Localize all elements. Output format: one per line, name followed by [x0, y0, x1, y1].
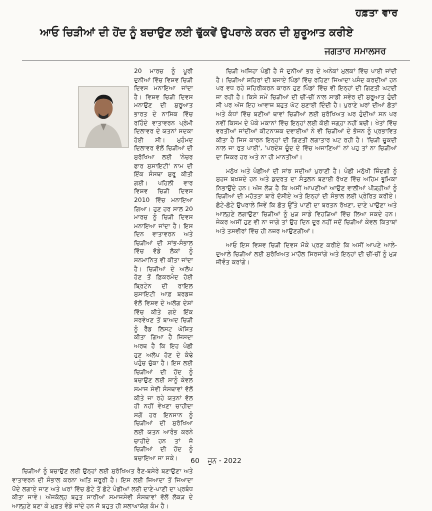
article-author: ਜਗਤਾਰ ਸਮਾਲਸਰ — [324, 47, 386, 57]
article-headline: ਆਓ ਚਿੜੀਆਂ ਦੀ ਹੋਂਦ ਨੂੰ ਬਚਾਉਣ ਲਈ ਢੁੱਕਵੇਂ ਉਪਰਾਲੇ ਕਰਨ ਦੀ ਸ਼ੁਰੂਆਤ ਕਰੀਏ — [40, 27, 354, 39]
page-footer — [0, 457, 432, 466]
article-column-left — [12, 68, 193, 510]
header-rule — [22, 60, 410, 61]
article-closing: ਆਓ ਇਸ ਵਿਸ਼ਵ ਚਿੜੀ ਦਿਵਸ ਮੌਕੇ ਪ੍ਰਣ ਕਰੀਏ ਕਿ ਅਸੀਂ ਆਪਣੇ ਆਲੇ-ਦੁਆਲੇ ਚਿੜੀਆਂ ਲਈ ਸੁਰੱਖਿਅਤ ਮਾਹੌਲ ਸਿਰਜਾਂਗੇ ਅਤੇ ਇਨ੍ਹਾਂ ਦੀ ਚੀਂ-ਚੀਂ ਨੂੰ ਮੁੜ ਜੀਵੰਤ ਕਰਾਂਗੇ। — [216, 242, 397, 267]
article-column-right — [216, 68, 397, 448]
issue-date: ਜੂਨ - 2022 — [207, 457, 242, 465]
article-paragraph-2: ਚਿੜੀਆਂ ਨੂੰ ਬਚਾਉਣ ਲਈ ਉਨ੍ਹਾਂ ਲਈ ਸੁਰੱਖਿਅਤ ਰੈਣ-ਬਸੇਰੇ ਬਣਾਉਣਾ ਅਤੇ ਵਾਤਾਵਰਨ ਦੀ ਸੰਭਾਲ ਕਰਨਾ ਅਤਿ ਜ਼ਰੂਰੀ ਹੈ। ਇਸ ਲਈ ਜਿਆਦਾ ਤੋਂ ਜਿਆਦਾ ਪੌਦੇ ਲਗਾਏ ਜਾਣ ਅਤੇ ਘਰਾਂ ਵਿੱਚ ਛੋਟੇ ਤੋਂ ਛੋਟੇ ਪੰਛੀਆਂ ਲਈ ਦਾਣੇ-ਪਾਣੀ ਦਾ ਪ੍ਰਬੰਧ ਕੀਤਾ ਜਾਵੇ। ਅੱਜਕੱਲ੍ਹ ਬਹੁਤ ਸਾਰੀਆਂ ਸਮਾਜਸੇਵੀ ਸੰਸਥਾਵਾਂ ਵੱਲੋਂ ਲੱਕੜ ਦੇ ਆਲ੍ਹਣੇ ਬਣਾ ਕੇ ਮੁਫ਼ਤ ਵੰਡੇ ਜਾਂਦੇ ਹਨ ਜੋ ਬਹੁਤ ਹੀ ਸ਼ਲਾਘਾਯੋਗ ਕੰਮ ਹੈ। — [12, 468, 193, 510]
page-number: 60 — [190, 457, 200, 465]
article-paragraph-4: ਮਨੁੱਖ ਅਤੇ ਪੰਛੀਆਂ ਦੀ ਸਾਂਝ ਸਦੀਆਂ ਪੁਰਾਣੀ ਹੈ। ਪੰਛੀ ਮਨੁੱਖੀ ਜ਼ਿੰਦਗੀ ਨੂੰ ਸੁਹਜ ਬਖ਼ਸ਼ਦੇ ਹਨ ਅਤੇ ਕੁਦਰਤ ਦਾ ਸੰਤੁਲਨ ਬਣਾਈ ਰੱਖਣ ਵਿੱਚ ਅਹਿਮ ਭੂਮਿਕਾ ਨਿਭਾਉਂਦੇ ਹਨ। ਅੱਜ ਲੋੜ ਹੈ ਕਿ ਅਸੀਂ ਆਪਣੀਆਂ ਆਉਣ ਵਾਲੀਆਂ ਪੀੜ੍ਹੀਆਂ ਨੂੰ ਚਿੜੀਆਂ ਦੀ ਮਹੱਤਤਾ ਬਾਰੇ ਦੱਸੀਏ ਅਤੇ ਇਨ੍ਹਾਂ ਦੀ ਸੰਭਾਲ ਲਈ ਪ੍ਰੇਰਿਤ ਕਰੀਏ। ਛੋਟੇ-ਛੋਟੇ ਉਪਰਾਲੇ ਜਿਵੇਂ ਕਿ ਛੱਤ ਉੱਤੇ ਪਾਣੀ ਦਾ ਬਰਤਨ ਰੱਖਣਾ, ਦਾਣੇ ਪਾਉਣਾ ਅਤੇ ਆਲ੍ਹਣੇ ਲਗਾਉਣਾ ਚਿੜੀਆਂ ਨੂੰ ਮੁੜ ਸਾਡੇ ਵਿਹੜਿਆਂ ਵਿੱਚ ਲਿਆ ਸਕਦੇ ਹਨ। ਜੇਕਰ ਅਸੀਂ ਹੁਣ ਵੀ ਨਾ ਜਾਗੇ ਤਾਂ ਉਹ ਦਿਨ ਦੂਰ ਨਹੀਂ ਜਦੋਂ ਚਿੜੀਆਂ ਕੇਵਲ ਕਿਤਾਬਾਂ ਅਤੇ ਤਸਵੀਰਾਂ ਵਿੱਚ ਹੀ ਨਜ਼ਰ ਆਉਣਗੀਆਂ। — [216, 167, 397, 235]
section-header: ਹਫ਼ਤਾ ਵਾਰ — [355, 8, 398, 19]
article-paragraph-3: ਚਿੜੀ ਅਜਿਹਾ ਪੰਛੀ ਹੈ ਜੋ ਦੁਨੀਆਂ ਭਰ ਦੇ ਅਨੇਕਾਂ ਮੁਲਕਾਂ ਵਿੱਚ ਪਾਈ ਜਾਂਦੀ ਹੈ। ਚਿੜੀਆਂ ਸ਼ਹਿਰਾਂ ਦੀ ਬਜਾਏ ਪਿੰਡਾਂ ਵਿੱਚ ਰਹਿਣਾ ਜਿਆਦਾ ਪਸੰਦ ਕਰਦੀਆਂ ਹਨ ਪਰ ਵਧ ਰਹੇ ਸ਼ਹਿਰੀਕਰਨ ਕਾਰਨ ਹੁਣ ਪਿੰਡਾਂ ਵਿੱਚ ਵੀ ਇਨ੍ਹਾਂ ਦੀ ਗਿਣਤੀ ਘਟਦੀ ਜਾ ਰਹੀ ਹੈ। ਕਿਸੇ ਸਮੇਂ ਚਿੜੀਆਂ ਦੀ ਚੀਂ-ਚੀਂ ਨਾਲ ਸਾਡੀ ਸਵੇਰ ਦੀ ਸ਼ੁਰੂਆਤ ਹੁੰਦੀ ਸੀ ਪਰ ਅੱਜ ਇਹ ਆਵਾਜ਼ ਬਹੁਤ ਘੱਟ ਸੁਣਾਈ ਦਿੰਦੀ ਹੈ। ਪੁਰਾਣੇ ਘਰਾਂ ਦੀਆਂ ਛੱਤਾਂ ਅਤੇ ਕੰਧਾਂ ਵਿੱਚ ਬਣੀਆਂ ਥਾਵਾਂ ਚਿੜੀਆਂ ਲਈ ਸੁਰੱਖਿਅਤ ਘਰ ਹੁੰਦੀਆਂ ਸਨ ਪਰ ਨਵੀਂ ਕਿਸਮ ਦੇ ਪੱਕੇ ਮਕਾਨਾਂ ਵਿੱਚ ਇਨ੍ਹਾਂ ਲਈ ਕੋਈ ਜਗ੍ਹਾ ਨਹੀਂ ਬਚੀ। ਖੇਤਾਂ ਵਿੱਚ ਵਰਤੀਆਂ ਜਾਂਦੀਆਂ ਕੀਟਨਾਸ਼ਕ ਦਵਾਈਆਂ ਨੇ ਵੀ ਚਿੜੀਆਂ ਦੇ ਭੋਜਨ ਨੂੰ ਪ੍ਰਭਾਵਿਤ ਕੀਤਾ ਹੈ ਜਿਸ ਕਾਰਨ ਇਨ੍ਹਾਂ ਦੀ ਗਿਣਤੀ ਲਗਾਤਾਰ ਘਟ ਰਹੀ ਹੈ। 'ਚਿੜੀ ਚੂਕਦੀ ਨਾਲ ਜਾ ਰੁਤ ਪਾਈ', 'ਪਰਦੇਸ਼ ਚੂੰਦ ਦੇ ਵਿੱਚ ਅਜਾਣਿਆਂ' ਨਾਂ ਪਹੁ ਤਾਂ ਨਾ ਚਿੜੀਆਂ ਦਾ ਜ਼ਿਕਰ ਹਰ ਅਤੇ ਨਾ ਹੀ ਮਾਨਤੀਆਂ। — [216, 68, 397, 161]
article-paragraph-1: 20 ਮਾਰਚ ਨੂੰ ਪੂਰੀ ਦੁਨੀਆਂ ਵਿੱਚ ਵਿਸ਼ਵ ਚਿੜੀ ਦਿਵਸ ਮਨਾਇਆ ਜਾਂਦਾ ਹੈ। ਵਿਸ਼ਵ ਚਿੜੀ ਦਿਵਸ ਮਨਾਉਣ ਦੀ ਸ਼ੁਰੂਆਤ ਭਾਰਤ ਦੇ ਨਾਸਿਕ ਵਿੱਚ ਰਹਿੰਦੇ ਵਾਤਾਵਰਨ ਪ੍ਰੇਮੀ ਦਿਲਾਵਰ ਦੇ ਯਤਨਾਂ ਸਦਕਾ ਹੋਈ ਸੀ। ਮੁਹੰਮਦ ਦਿਲਾਵਰ ਵੱਲੋਂ ਚਿੜੀਆਂ ਦੀ ਸੁਰੱਖਿਆ ਲਈ 'ਨੇਚਰ ਫਾਰ ਸੁਸਾਇਟੀ' ਨਾਮ ਦੀ ਇੱਕ ਸੰਸਥਾ ਸ਼ੁਰੂ ਕੀਤੀ ਗਈ। ਪਹਿਲੀ ਵਾਰ ਵਿਸ਼ਵ ਚਿੜੀ ਦਿਵਸ 2010 ਵਿੱਚ ਮਨਾਇਆ ਗਿਆ। ਹੁਣ ਹਰ ਸਾਲ 20 ਮਾਰਚ ਨੂੰ ਚਿੜੀ ਦਿਵਸ ਮਨਾਇਆ ਜਾਂਦਾ ਹੈ। ਇਸ ਦਿਨ ਵਾਤਾਵਰਨ ਅਤੇ ਚਿੜੀਆਂ ਦੀ ਸਾਂਭ-ਸੰਭਾਲ ਵਿੱਚ ਵੱਡੇ ਲੋਕਾਂ ਨੂੰ ਸਨਮਾਨਿਤ ਵੀ ਕੀਤਾ ਜਾਂਦਾ ਹੈ। ਚਿੜੀਆਂ ਦੇ ਅਲੋਪ ਹੋਣ ਤੋਂ ਫ਼ਿਕਰਮੰਦ ਹੋਈ ਬ੍ਰਿਟੇਨ ਦੀ ਰਾਇਲ ਸੁਸਾਇਟੀ ਆਫ਼ ਬਰਡਜ਼ ਵੱਲੋਂ ਵਿਸ਼ਵ ਦੇ ਅਲੱਗ ਦੇਸ਼ਾਂ ਵਿੱਚ ਕੀਤੇ ਗਏ ਇੱਕ ਸਰਵੇਖਣ ਤੋਂ ਬਾਅਦ ਚਿੜੀ ਨੂੰ ਰੈੱਡ ਲਿਸਟ ਘੋਸ਼ਿਤ ਕੀਤਾ ਗਿਆ ਹੈ ਜਿਸਦਾ ਅਰਥ ਹੈ ਕਿ ਇਹ ਪੰਛੀ ਹੁਣ ਅਲੋਪ ਹੋਣ ਦੇ ਕੰਢੇ ਪਹੁੰਚ ਚੁੱਕਾ ਹੈ। ਇਸ ਲਈ ਚਿੜੀਆਂ ਦੀ ਹੋਂਦ ਨੂੰ ਬਚਾਉਣ ਲਈ ਸਾਨੂੰ ਕੇਵਲ ਸਮਾਜ ਸੇਵੀ ਸੰਸਥਾਵਾਂ ਵੱਲੋਂ ਕੀਤੇ ਜਾ ਰਹੇ ਯਤਨਾਂ ਵੱਲ ਹੀ ਨਹੀਂ ਵੇਖਣਾ ਚਾਹੀਦਾ ਸਗੋਂ ਹਰ ਇਨਸਾਨ ਨੂੰ ਚਿੜੀਆਂ ਦੀ ਸੁਰੱਖਿਆ ਲਈ ਯਤਨ ਆਰੰਭ ਕਰਨੇ ਚਾਹੀਦੇ ਹਨ ਤਾਂ ਜੋ ਚਿੜੀਆਂ ਦੀ ਹੋਂਦ ਨੂੰ ਬਚਾਇਆ ਜਾ ਸਕੇ। — [134, 68, 193, 462]
